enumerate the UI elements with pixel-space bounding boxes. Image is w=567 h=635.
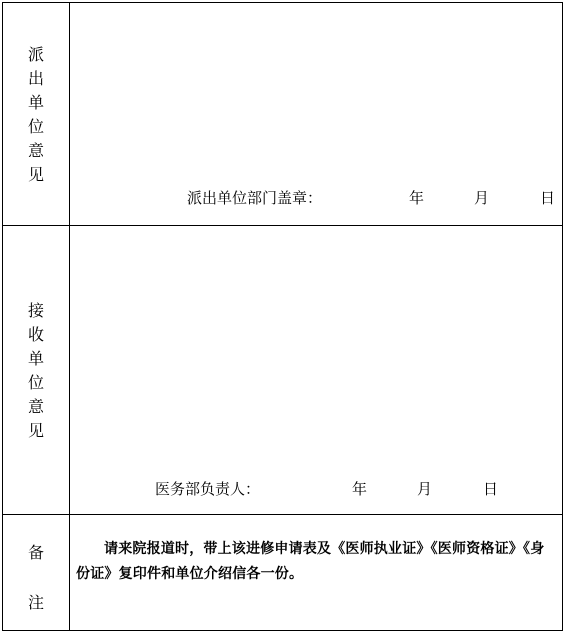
row-divider-1: [3, 225, 562, 226]
dispatch-opinion-label: [3, 43, 69, 187]
dispatch-day: 日: [540, 189, 556, 207]
label-char: 注: [27, 593, 44, 612]
dispatch-month: 月: [474, 189, 490, 207]
label-column-divider: [69, 3, 70, 630]
label-char: 备: [27, 543, 44, 562]
row-divider-2: [3, 514, 562, 515]
medical-dept-head-label: 医务部负责人：: [155, 480, 261, 498]
label-char: 见: [27, 421, 44, 440]
label-char: 收: [27, 325, 44, 344]
label-char: 单: [27, 349, 44, 368]
label-char: 派: [27, 45, 44, 64]
label-char: 意: [27, 141, 44, 160]
receive-year: 年: [352, 480, 368, 498]
label-char: 接: [27, 301, 44, 320]
label-char: 位: [27, 373, 44, 392]
label-char: 意: [27, 397, 44, 416]
label-char: 出: [27, 69, 44, 88]
label-char: 见: [27, 165, 44, 184]
label-char: 位: [27, 117, 44, 136]
receive-month: 月: [417, 480, 433, 498]
dispatch-stamp-label: 派出单位部门盖章：: [187, 189, 323, 207]
remarks-text: 请来院报道时，带上该进修申请表及《医师执业证》《医师资格证》《身份证》复印件和单位介绍信各一份。: [76, 541, 545, 582]
label-char: 单: [27, 93, 44, 112]
dispatch-year: 年: [409, 189, 425, 207]
receive-opinion-label: [3, 299, 69, 443]
remarks-label: [3, 538, 69, 618]
receive-day: 日: [483, 480, 499, 498]
